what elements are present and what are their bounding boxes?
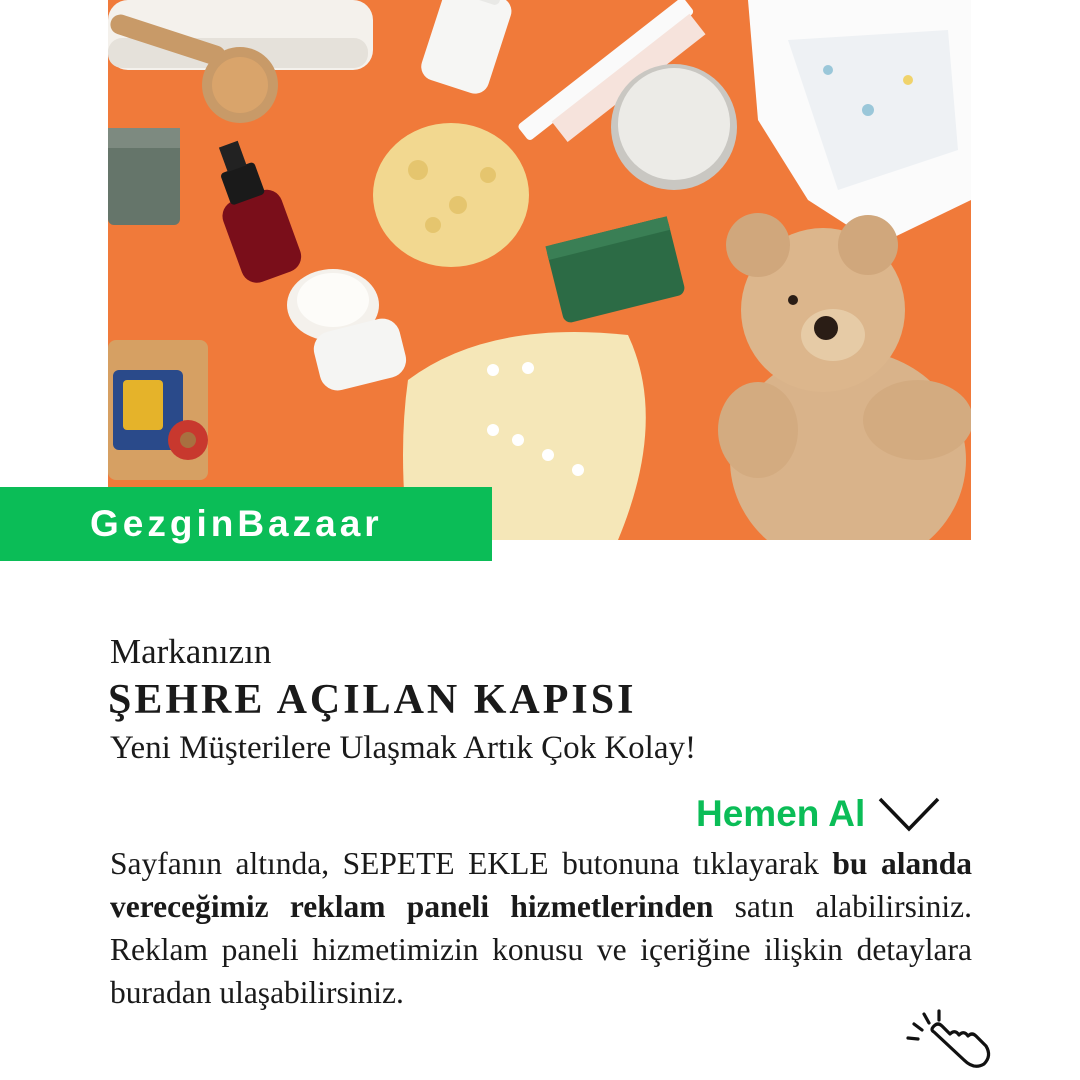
brand-name: GezginBazaar: [90, 503, 383, 544]
headline-eyebrow: Markanızın: [110, 632, 272, 671]
body-text-emphasis: bu alanda vereceğimiz reklam paneli hizmetlerinden: [110, 846, 972, 924]
cream-jar-icon: [287, 269, 410, 394]
body-copy: [110, 842, 972, 1014]
teddy-bear-icon: [718, 213, 971, 540]
chevron-down-icon: [877, 795, 941, 833]
serum-bottle-icon: [199, 134, 305, 288]
hand-pointer-icon: [906, 1008, 996, 1080]
hero-image: [108, 0, 971, 540]
soap-icon: [108, 128, 180, 225]
body-text-intro: Sayfanın altında, SEPETE EKLE butonuna tıklayarak: [110, 846, 819, 881]
buy-now-label: Hemen Al: [696, 793, 866, 834]
body-text-detail: satın alabilirsiniz. Reklam paneli hizmetimizin konusu ve içeriğine ilişkin detaylara buradan ulaşabilirsiniz.: [110, 889, 973, 1010]
toy-train-icon: [108, 340, 208, 480]
hero-illustration: [108, 0, 971, 540]
headline-subtitle: Yeni Müşterilere Ulaşmak Artık Çok Kolay!: [110, 730, 696, 766]
green-soap-icon: [545, 216, 686, 324]
lotion-bottle-icon: [418, 0, 520, 97]
sponge-icon: [373, 123, 529, 267]
diapers-icon: [748, 0, 971, 245]
brand-band: [0, 487, 492, 561]
buy-now-link[interactable]: [696, 793, 941, 835]
headline-title: ŞEHRE AÇILAN KAPISI: [108, 677, 637, 723]
cream-tin-icon: [611, 64, 737, 190]
